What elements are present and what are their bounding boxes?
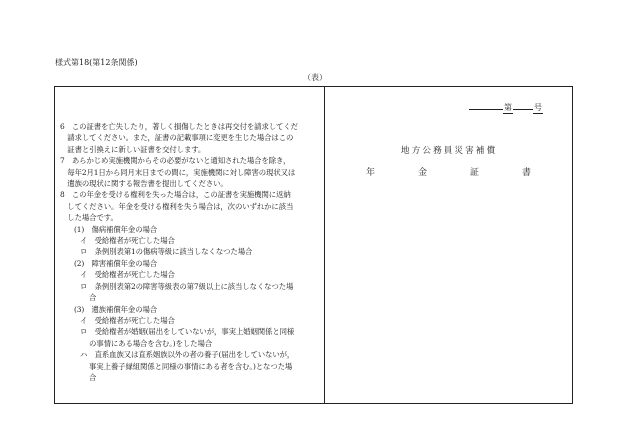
number-go: 号: [534, 103, 542, 112]
number-blank-right: [513, 100, 533, 110]
note-line: の事情にある場合を含む。)をした場合: [89, 338, 213, 348]
certificate-title: [366, 165, 531, 178]
notes-column: [60, 121, 322, 383]
title-char: 年: [366, 168, 376, 178]
note-line: ロ 条例別表第1の傷病等級に該当しなくなつた場合: [80, 247, 253, 257]
note-line: 事実上養子縁組関係と同様の事情にある者を含む。)となつた場: [89, 361, 293, 371]
note-line: イ 受給権者が死亡した場合: [80, 236, 175, 246]
note-line: した場合です。: [60, 213, 118, 223]
note-line: ロ 条例別表第2の障害等級表の第7級以上に該当しなくなつた場: [80, 281, 294, 291]
note-line: 遺族の現状に関する報告書を提出してください。: [60, 179, 228, 189]
note-line: 毎年2月1日から同月末日までの間に，実施機関に対し障害の現状又は: [60, 167, 296, 177]
front-side-label: （表）: [303, 73, 327, 82]
title-char: 証: [469, 168, 479, 178]
note-line: 合: [89, 293, 97, 303]
note-line: イ 受給権者が死亡した場合: [80, 270, 175, 280]
form-number: 様式第18(第12条関係): [55, 58, 138, 67]
certificate-number: [469, 100, 543, 114]
organization-name: 地方公務員災害補償: [401, 146, 498, 156]
title-char: 書: [521, 168, 531, 178]
note-line: 8 この年金を受ける権利を失った場合は，この証書を実施機関に返納: [60, 190, 291, 200]
note-line: ロ 受給権者が婚姻(届出をしていないが，事実上婚姻関係と同様: [80, 327, 295, 337]
note-line: (3) 遺族補償年金の場合: [74, 304, 158, 314]
note-line: してください。年金を受ける権利を失う場合は，次のいずれかに該当: [60, 201, 294, 211]
note-line: 請求してください。また，証書の記載事項に変更を生じた場合はこの: [60, 133, 294, 143]
title-char: 金: [417, 168, 427, 178]
center-divider: [324, 86, 325, 404]
note-line: 証書と引換えに新しい証書を交付します。: [60, 144, 206, 154]
note-line: (2) 障害補償年金の場合: [74, 258, 158, 268]
note-line: イ 受給権者が死亡した場合: [80, 315, 175, 325]
note-line: (1) 傷病補償年金の場合: [74, 224, 158, 234]
note-line: ハ 直系血族又は直系姻族以外の者の養子(届出をしていないが，: [80, 350, 295, 360]
number-dai: 第: [504, 103, 512, 112]
note-line: 合: [89, 372, 97, 382]
note-line: 7 あらかじめ実施機関からその必要がないと通知された場合を除き，: [60, 156, 291, 166]
number-blank-left: [469, 100, 503, 110]
note-line: 6 この証書を亡失したり，著しく損傷したときは再交付を請求してくだ: [60, 122, 298, 131]
